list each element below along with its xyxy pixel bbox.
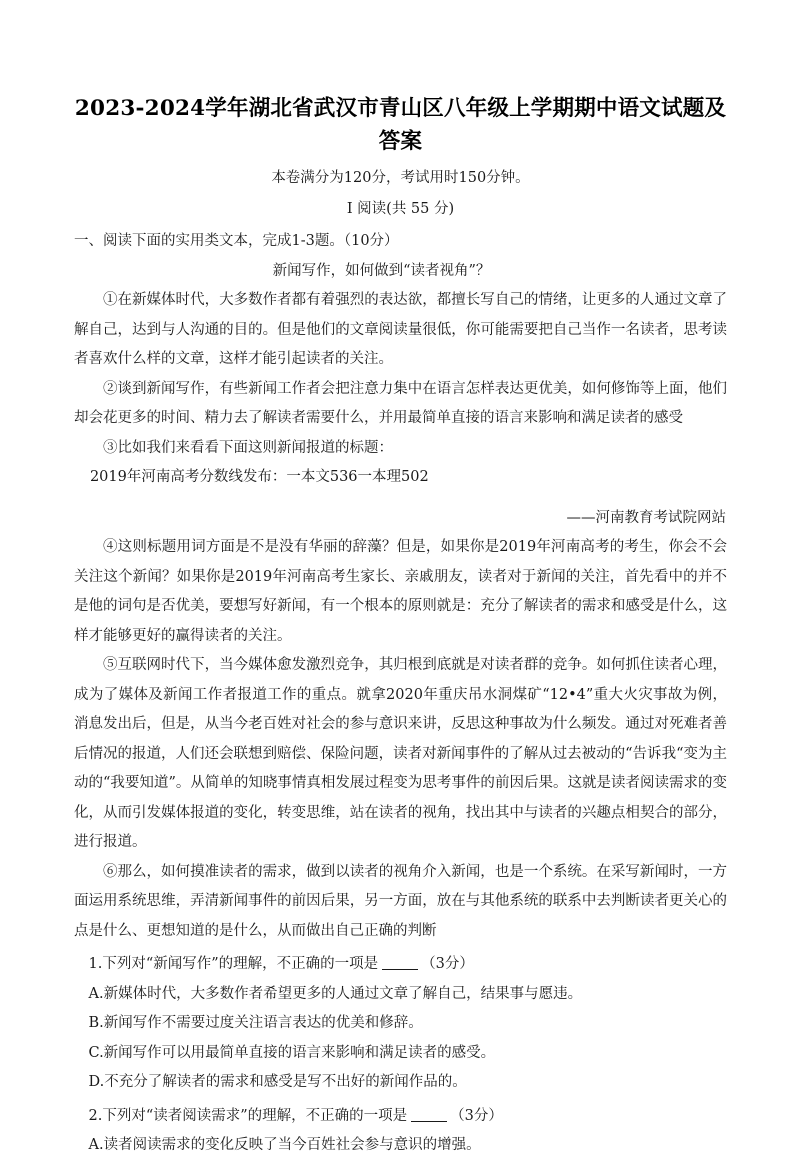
paragraph-3: ③比如我们来看看下面这则新闻报道的标题： <box>103 439 393 456</box>
section-label: I 阅读(共 55 分) <box>346 201 455 217</box>
question-1-option-c[interactable]: C.新闻写作可以用最简单直接的语言来影响和满足读者的感受。 <box>88 1044 496 1061</box>
question-2-stem-text: 2.下列对“读者阅读需求”的理解，不正确的一项是 <box>88 1107 408 1124</box>
question-1-option-d[interactable]: D.不充分了解读者的需求和感受是写不出好的新闻作品的。 <box>88 1074 467 1090</box>
question-2-option-a[interactable]: A.读者阅读需求的变化反映了当今百姓社会参与意识的增强。 <box>88 1137 481 1153</box>
question-1-block <box>74 946 727 1098</box>
question-2-answer-blank[interactable] <box>411 1121 447 1122</box>
paragraph-4: ④这则标题用词方面是不是没有华丽的辞藻？但是，如果你是2019年河南高考的考生，你会不会关注这个新闻？如果你是2019年河南高考生家长、亲戚朋友，读者对于新闻的关注，首先看中的并不是他的词句是否优美，要想写好新闻，有一个根本的原则就是：充分了解读者的需求和感受是什么，这样才能够更好的赢得读者的关注。 <box>74 539 727 644</box>
article-title: 新闻写作，如何做到“读者视角”？ <box>272 262 491 279</box>
question-2-stem <box>74 1102 727 1132</box>
question-2-block <box>74 1098 727 1161</box>
question-1-option-a[interactable]: A.新媒体时代，大多数作者希望更多的人通过文章了解自己，结果事与愿违。 <box>88 985 583 1002</box>
question-2-points: （3分） <box>450 1107 503 1124</box>
paragraph-6: ⑥那么，如何摸准读者的需求，做到以读者的视角介入新闻，也是一个系统。在采写新闻时，一方面运用系统思维，弄清新闻事件的前因后果，另一方面，放在与其他系统的联系中去判断读者更关心的点是什么、更想知道的是什么，从而做出自己正确的判断 <box>74 863 727 939</box>
page-title: 2023-2024学年湖北省武汉市青山区八年级上学期期中语文试题及答案 <box>74 96 727 154</box>
question-1-points: （3分） <box>421 956 474 972</box>
paragraph-news-headline-example: 2019年河南高考分数线发布：一本文536一本理502 <box>89 469 429 485</box>
question-1-stem-text: 1.下列对“新闻写作”的理解，不正确的一项是 <box>88 956 379 972</box>
question-1-stem <box>74 950 727 980</box>
paragraph-1: ①在新媒体时代，大多数作者都有着强烈的表达欲，都擅长写自己的情绪，让更多的人通过文章了解自己，达到与人沟通的目的。但是他们的文章阅读量很低，你可能需要把自己当作一名读者，思考读者喜欢什么样的文章，这样才能引起读者的关注。 <box>74 292 727 367</box>
source-attribution: ——河南教育考试院网站 <box>566 509 726 526</box>
question-1-option-b[interactable]: B.新闻写作不需要过度关注语言表达的优美和修辞。 <box>88 1015 423 1031</box>
paragraph-5: ⑤互联网时代下，当今媒体愈发激烈竞争，其归根到底就是对读者群的竞争。如何抓住读者心理，成为了媒体及新闻工作者报道工作的重点。就拿2020年重庆吊水洞煤矿“12•4”重大火灾事故为例，消息发出后，但是，从当今老百姓对社会的参与意识来讲，反思这种事故为什么频发。通过对死难者善后情况的报道，人们还会联想到赔偿、保险问题，读者对新闻事件的了解从过去被动的“告诉我“变为主动的“我要知道”。从简单的知晓事情真相发展过程变为思考事件的前因后果。这就是读者阅读需求的变化，从而引发媒体报道的变化，转变思维，站在读者的视角，找出其中与读者的兴趣点相契合的部分，进行报道。 <box>74 657 727 850</box>
exam-info-line: 本卷满分为120分，考试用时150分钟。 <box>271 170 530 186</box>
question-1-answer-blank[interactable] <box>382 969 418 970</box>
paragraph-2: ②谈到新闻写作，有些新闻工作者会把注意力集中在语言怎样表达更优美，如何修饰等上面，他们却会花更多的时间、精力去了解读者需要什么，并用最简单直接的语言来影响和满足读者的感受 <box>74 380 727 426</box>
document-content-column <box>74 0 727 1161</box>
section-one-heading: 一、阅读下面的实用类文本，完成1-3题。（10分） <box>74 233 399 249</box>
